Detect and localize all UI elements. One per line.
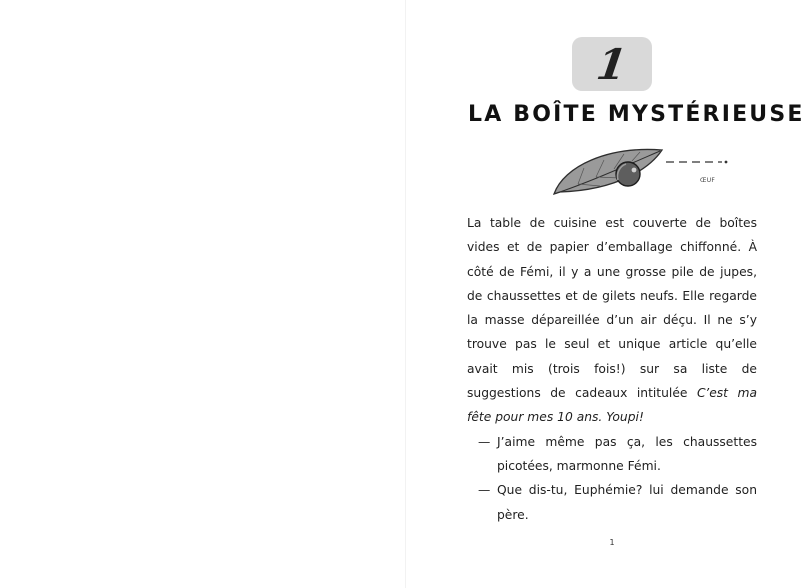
chapter-text [467, 211, 757, 527]
dialogue-line [467, 430, 757, 479]
dialogue-line [467, 478, 757, 527]
chapter-title: LA BOÎTE MYSTÉRIEUSE [468, 102, 805, 127]
dialogue-dash: — [478, 434, 491, 449]
dialogue-text: J’aime même pas ça, les chaussettes picotées, marmonne Fémi. [497, 434, 757, 473]
paragraph-text: La table de cuisine est couverte de boîtes vides et de papier d’emballage chiffonné. À côté de Fémi, il y a une grosse pile de jupes, de chaussettes et de gilets neufs. Elle regarde la masse dépareillée d’un air déçu. Il ne s’y trouve pas le seul et unique article qu’elle avait mis (trois fois!) sur sa liste de suggestions de cadeaux intitulée [467, 216, 757, 401]
chapter-number: 1 [593, 39, 631, 89]
leaf-egg-illustration [550, 140, 735, 198]
dialogue-dash: — [478, 483, 491, 498]
chapter-number-box [572, 37, 652, 91]
egg-icon [616, 162, 640, 186]
page-gutter [405, 0, 406, 588]
opening-paragraph [467, 211, 757, 430]
dialogue-text: Que dis-tu, Euphémie? lui demande son père. [497, 483, 757, 522]
wishlist-title: C’est ma fête pour mes 10 ans. Youpi! [467, 386, 757, 425]
leaf-icon [554, 149, 662, 194]
page-number: 1 [609, 538, 615, 547]
egg-label: ŒUF [700, 177, 716, 184]
